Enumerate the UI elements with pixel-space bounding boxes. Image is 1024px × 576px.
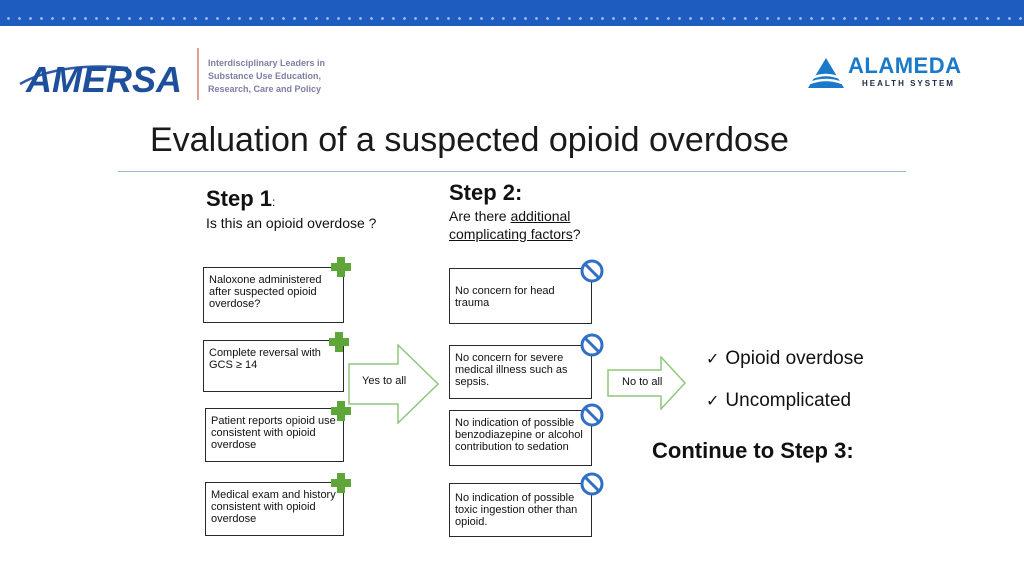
step1-heading [206,186,275,212]
step2-box: No indication of possible toxic ingestion other than opioid. [449,483,592,537]
check-icon: ✓ [706,393,720,410]
alameda-logo-icon [806,56,846,90]
step1-box: Complete reversal with GCS ≥ 14 [203,340,344,392]
amersa-tagline-line: Research, Care and Policy [208,84,322,94]
no-sign-icon [580,403,604,427]
result-item-label: Opioid overdose [725,348,864,369]
no-sign-icon [580,333,604,357]
step2-question-underlined: additional [510,208,571,224]
amersa-tagline-line: Interdisciplinary Leaders in [208,58,326,68]
result-item-label: Uncomplicated [725,390,852,411]
green-plus-icon [328,331,350,353]
step1-question: Is this an opioid overdose ? [206,215,377,231]
step2-question-suffix: ? [572,226,581,242]
result-item [706,390,851,412]
continue-label: Continue to Step 3: [652,438,854,463]
no-sign-icon [580,259,604,283]
green-plus-icon [330,256,352,278]
top-banner [0,0,1024,26]
yes-arrow-label: Yes to all [362,375,407,387]
amersa-tagline [208,57,338,96]
step1-heading-text: Step 1 [206,186,273,211]
no-sign-icon [580,472,604,496]
amersa-divider [197,48,199,100]
step2-heading: Step 2: [449,180,523,205]
title-rule [118,171,906,172]
no-arrow-label: No to all [622,376,663,388]
alameda-name: ALAMEDA [848,53,962,78]
step2-box: No concern for severe medical illness such as sepsis. [449,345,592,399]
step1-box: Medical exam and history consistent with opioid overdose [205,482,344,536]
svg-text:AMERSA: AMERSA [26,59,183,100]
step2-question-prefix: Are there [449,208,511,224]
alameda-subtitle: HEALTH SYSTEM [862,79,955,88]
amersa-tagline-line: Substance Use Education, [208,71,322,81]
step1-heading-colon: : [272,195,276,209]
step2-question [449,207,619,243]
amersa-logo [18,54,188,100]
step2-box: No concern for head trauma [449,268,592,324]
check-icon: ✓ [706,351,720,368]
slide-title: Evaluation of a suspected opioid overdose [150,121,789,159]
result-item [706,348,864,370]
step1-box: Patient reports opioid use consistent with opioid overdose [205,408,344,462]
green-plus-icon [330,472,352,494]
step2-question-underlined: complicating factors [449,226,573,242]
step2-box: No indication of possible benzodiazepine or alcohol contribution to sedation [449,410,592,466]
step1-box: Naloxone administered after suspected opioid overdose? [203,267,344,323]
